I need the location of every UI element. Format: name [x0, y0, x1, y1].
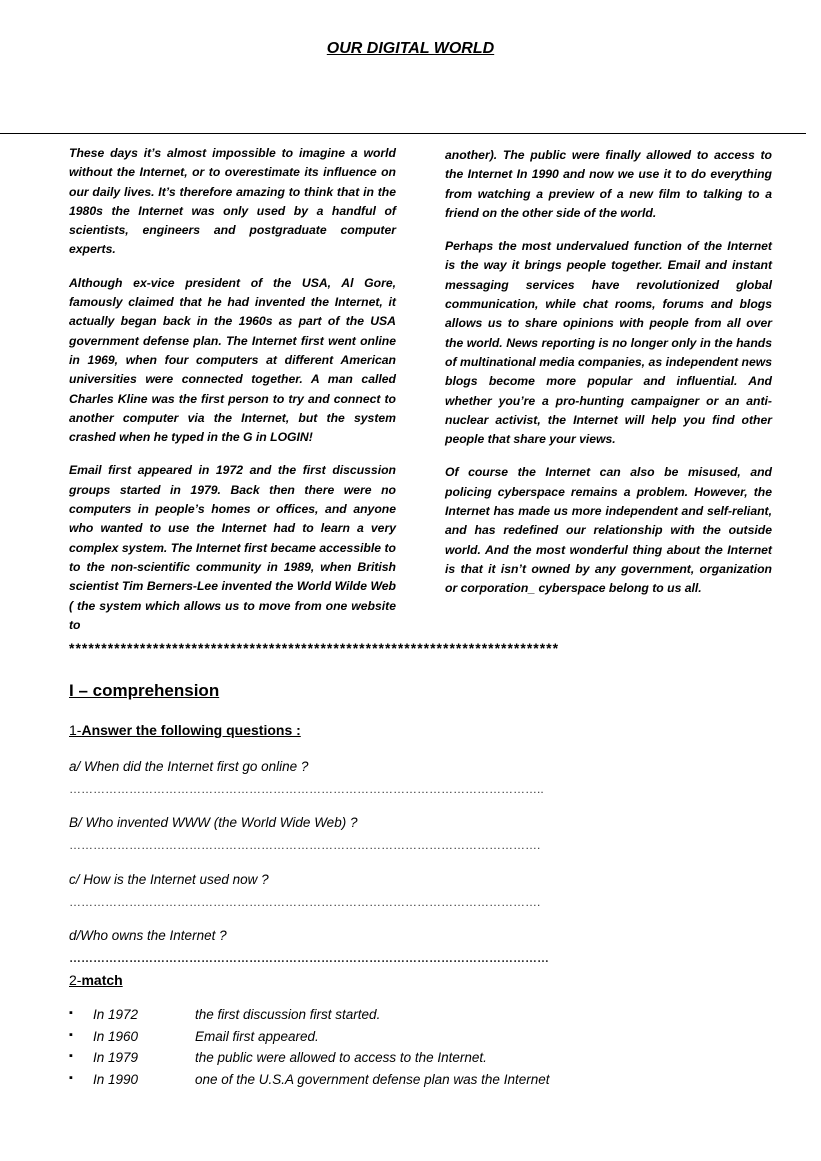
- answer-line-d[interactable]: …………………………………………………………………………………………………………: [69, 951, 549, 965]
- section-heading: I – comprehension: [69, 681, 220, 700]
- match-label: match: [81, 972, 123, 988]
- reading-column-left: [69, 144, 396, 649]
- match-statement: Email first appeared.: [195, 1029, 319, 1044]
- question-c: c/ How is the Internet used now ?: [69, 872, 269, 887]
- title-divider: [0, 133, 806, 134]
- match-number: 2-: [69, 972, 82, 988]
- reading-paragraph: These days it’s almost impossible to imagine a world without the Internet, or to overestimate its influence on our daily lives. It’s therefore amazing to think that in the 1980s the Internet was only used by a handful of scientists, engineers and postgraduate computer experts.: [69, 146, 396, 257]
- answer-line-a[interactable]: ………………………………………………………………………………………………………..: [69, 782, 544, 796]
- bullet-icon: ▪: [69, 1007, 73, 1019]
- match-year: In 1972: [93, 1007, 139, 1022]
- reading-paragraph: Of course the Internet can also be misused, and policing cyberspace remains a problem. However, the Internet has made us more independent and self-reliant, and has redefined our relationship with the outside world. And the most wonderful thing about the Internet is that it isn’t owned by any government, organization or corporation_ cyberspace belong to us all.: [445, 465, 772, 596]
- match-heading: [69, 972, 123, 988]
- bullet-icon: ▪: [69, 1072, 73, 1084]
- question-a: a/ When did the Internet first go online ?: [69, 759, 309, 774]
- reading-paragraph: Although ex-vice president of the USA, Al Gore, famously claimed that he had invented the Internet, it actually began back in the 1960s as part of the USA government defense plan. The Internet first went online in 1969, when four computers at different American universities were connected together. A man called Charles Kline was the first person to try and connect to another computer via the Internet, but the system crashed when he typed in the G in LOGIN!: [69, 275, 396, 445]
- bullet-icon: ▪: [69, 1029, 73, 1041]
- reading-paragraph: Email first appeared in 1972 and the first discussion groups started in 1979. Back then there were no computers in people’s homes or offices, and anyone who wanted to use the Internet had to learn a very complex system. The Internet first became accessible to to the non-scientific community in 1989, when British scientist Tim Berners-Lee invented the World Wilde Web ( the system which allows us to move from one website to: [69, 463, 396, 632]
- reading-paragraph: another). The public were finally allowed to access to the Internet In 1990 and now we use it to do everything from watching a preview of a new film to talking to a friend on the other side of the world.: [445, 148, 772, 220]
- match-statement: the first discussion first started.: [195, 1007, 381, 1022]
- questions-heading: [69, 722, 301, 738]
- match-year: In 1990: [93, 1072, 139, 1087]
- match-statement: one of the U.S.A government defense plan was the Internet: [195, 1072, 550, 1087]
- reading-column-right: [445, 146, 772, 613]
- question-b: B/ Who invented WWW (the World Wide Web) ?: [69, 815, 358, 830]
- answer-line-c[interactable]: ……………………………………………………………………………………………………….: [69, 895, 541, 909]
- reading-paragraph: Perhaps the most undervalued function of the Internet is the way it brings people together. Email and instant messaging services have revolutionized global communication, while chat rooms, forums and blogs allows us to share opinions with people from all over the world. News reporting is no longer only in the hands of multinational media companies, as independent news blogs become more popular and influential. And whether you’re a pro-hunting campaigner or an anti-nuclear activist, the Internet will help you find other people that share your views.: [445, 239, 772, 447]
- questions-label: Answer the following questions :: [81, 722, 301, 738]
- match-year: In 1960: [93, 1029, 139, 1044]
- page-title: OUR DIGITAL WORLD: [326, 40, 495, 57]
- match-statement: the public were allowed to access to the Internet.: [195, 1050, 487, 1065]
- question-d: d/Who owns the Internet ?: [69, 928, 227, 943]
- answer-line-b[interactable]: ……………………………………………………………………………………………………….: [69, 838, 541, 852]
- match-year: In 1979: [93, 1050, 139, 1065]
- star-separator: ****************************************************************************: [69, 640, 560, 656]
- bullet-icon: ▪: [69, 1050, 73, 1062]
- questions-number: 1-: [69, 722, 82, 738]
